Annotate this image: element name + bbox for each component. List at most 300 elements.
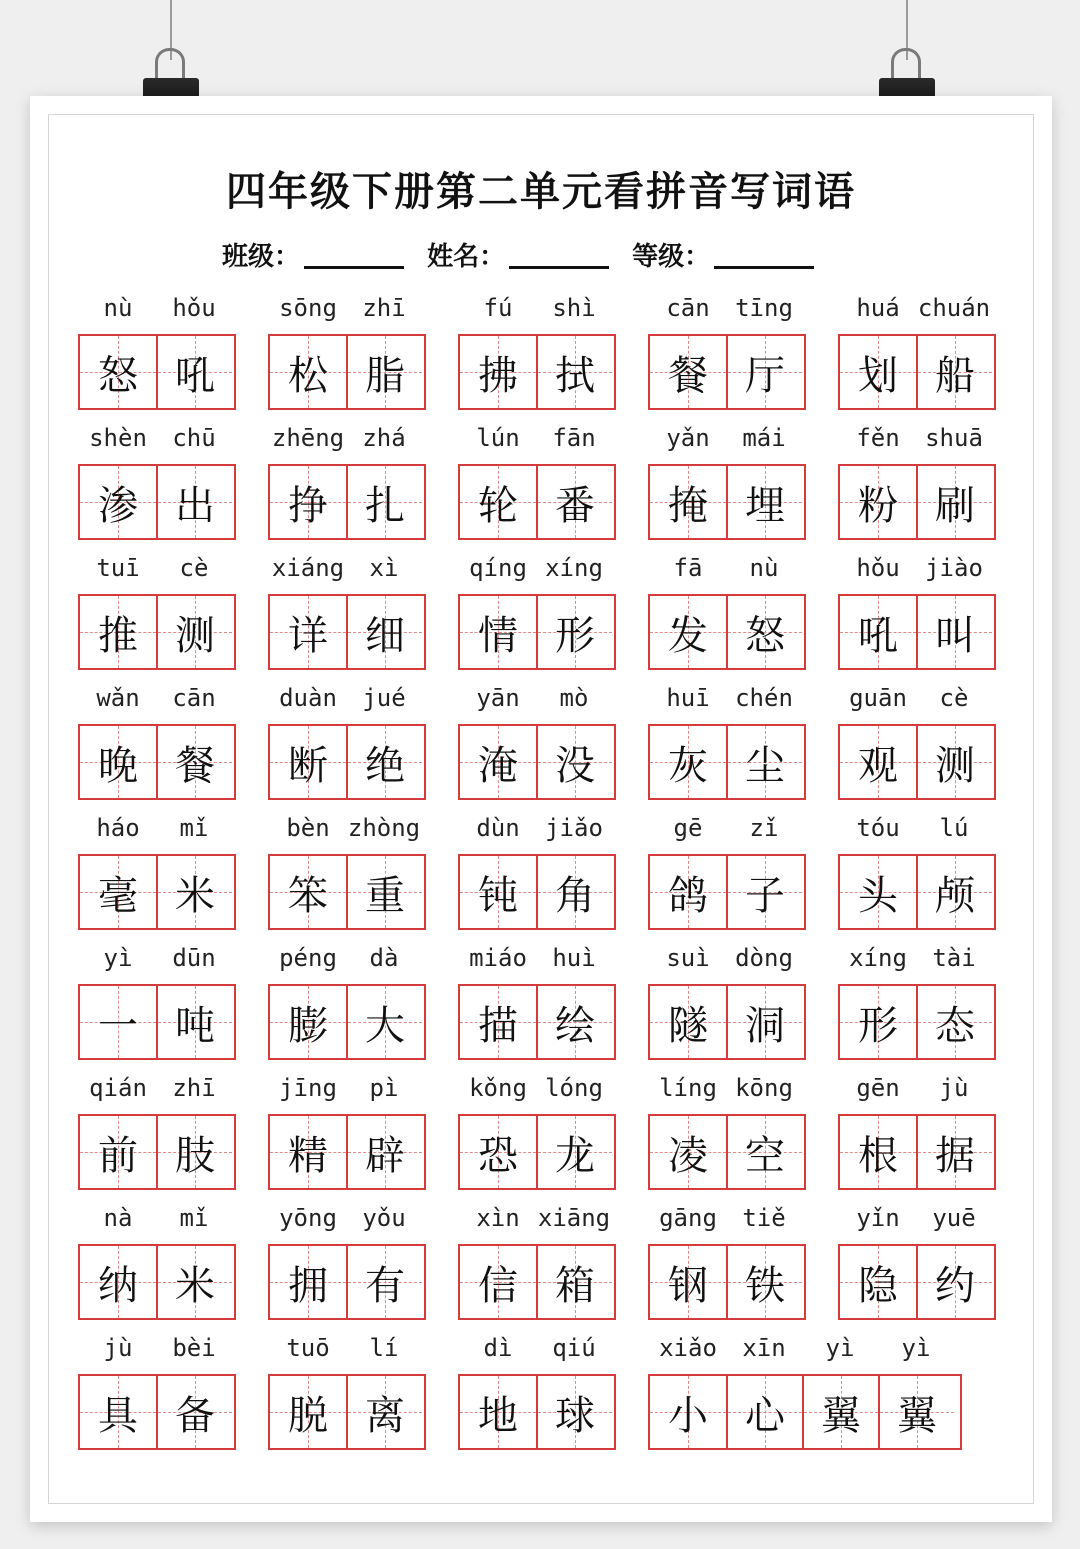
character-cell[interactable] <box>460 1376 536 1448</box>
pinyin-label <box>458 814 614 844</box>
pinyin-label <box>838 424 994 454</box>
hanzi-character: 龙 <box>555 1132 595 1179</box>
writing-box[interactable] <box>838 724 996 800</box>
hanzi-character: 据 <box>935 1132 975 1179</box>
character-cell[interactable] <box>726 596 802 668</box>
hanzi-character: 毫 <box>98 872 138 919</box>
writing-box[interactable] <box>78 854 236 930</box>
pinyin-label <box>268 684 424 714</box>
pinyin-label <box>838 684 994 714</box>
hanzi-character: 角 <box>555 872 595 919</box>
pinyin-syllable: tiě <box>742 1204 786 1232</box>
character-cell[interactable] <box>80 596 156 668</box>
writing-box[interactable] <box>648 984 806 1060</box>
pinyin-syllable: jiǎo <box>545 814 603 842</box>
character-cell[interactable] <box>346 596 422 668</box>
character-cell[interactable] <box>346 1246 422 1318</box>
character-cell[interactable] <box>460 986 536 1058</box>
pinyin-syllable: nù <box>103 294 133 322</box>
hanzi-character: 辟 <box>365 1132 405 1179</box>
character-cell[interactable] <box>460 726 536 798</box>
pinyin-syllable: huá <box>856 294 900 322</box>
hanzi-character: 前 <box>98 1132 138 1179</box>
character-cell[interactable] <box>270 1116 346 1188</box>
hanzi-character: 观 <box>858 742 898 789</box>
pinyin-syllable: xíng <box>849 944 907 972</box>
pinyin-label <box>458 684 614 714</box>
pinyin-syllable: kōng <box>735 1074 793 1102</box>
pinyin-syllable: cè <box>179 554 209 582</box>
pinyin-syllable: guān <box>849 684 907 712</box>
character-cell[interactable] <box>346 466 422 538</box>
pinyin-label <box>458 1074 614 1104</box>
pinyin-label <box>458 1334 614 1364</box>
hanzi-character: 细 <box>365 612 405 659</box>
hanzi-character: 恐 <box>478 1132 518 1179</box>
character-cell[interactable] <box>460 1246 536 1318</box>
character-cell[interactable] <box>156 596 232 668</box>
character-cell[interactable] <box>916 336 992 408</box>
character-cell[interactable] <box>536 466 612 538</box>
character-cell[interactable] <box>536 336 612 408</box>
character-cell[interactable] <box>840 1116 916 1188</box>
hanzi-character: 掩 <box>668 482 708 529</box>
pinyin-syllable: lóng <box>545 1074 603 1102</box>
writing-box[interactable] <box>268 854 426 930</box>
hanzi-character: 餐 <box>668 352 708 399</box>
character-cell[interactable] <box>536 1376 612 1448</box>
hanzi-character: 形 <box>858 1002 898 1049</box>
character-cell[interactable] <box>460 596 536 668</box>
pinyin-syllable: gē <box>673 814 703 842</box>
grade-blank[interactable] <box>714 242 814 269</box>
writing-box[interactable] <box>78 594 236 670</box>
hanzi-character: 小 <box>668 1392 708 1439</box>
hanzi-character: 灰 <box>668 742 708 789</box>
hanzi-character: 心 <box>745 1392 785 1439</box>
hanzi-character: 吨 <box>175 1002 215 1049</box>
writing-box[interactable] <box>458 1244 616 1320</box>
pinyin-label <box>268 294 424 324</box>
hanzi-character: 厅 <box>745 352 785 399</box>
writing-box[interactable] <box>78 984 236 1060</box>
pinyin-syllable: yǐn <box>856 1204 900 1232</box>
writing-box[interactable] <box>648 724 806 800</box>
character-cell[interactable] <box>80 1116 156 1188</box>
writing-box[interactable] <box>838 984 996 1060</box>
pinyin-syllable: miáo <box>469 944 527 972</box>
writing-box[interactable] <box>458 334 616 410</box>
character-cell[interactable] <box>346 726 422 798</box>
pinyin-syllable: mǐ <box>179 814 209 842</box>
pinyin-label <box>648 294 804 324</box>
character-cell[interactable] <box>840 466 916 538</box>
character-cell[interactable] <box>156 726 232 798</box>
pinyin-label <box>458 554 614 584</box>
hanzi-character: 翼 <box>821 1392 861 1439</box>
worksheet-title: 四年级下册第二单元看拼音写词语 <box>226 168 856 215</box>
pinyin-label <box>838 1204 994 1234</box>
character-cell[interactable] <box>156 336 232 408</box>
hanzi-character: 钝 <box>478 872 518 919</box>
character-cell[interactable] <box>726 856 802 928</box>
pinyin-syllable: tài <box>932 944 976 972</box>
writing-box[interactable] <box>78 1114 236 1190</box>
writing-box[interactable] <box>838 594 996 670</box>
pinyin-label <box>648 554 804 584</box>
pinyin-syllable: yǒu <box>362 1204 406 1232</box>
hanzi-character: 情 <box>478 612 518 659</box>
pinyin-syllable: sōng <box>279 294 337 322</box>
pinyin-syllable: zhī <box>172 1074 216 1102</box>
pinyin-syllable: chén <box>735 684 793 712</box>
pinyin-syllable: suì <box>666 944 710 972</box>
pinyin-syllable: tuō <box>286 1334 330 1362</box>
character-cell[interactable] <box>346 986 422 1058</box>
character-cell[interactable] <box>80 466 156 538</box>
hanzi-character: 详 <box>288 612 328 659</box>
pinyin-syllable: yì <box>103 944 133 972</box>
hanzi-character: 球 <box>555 1392 595 1439</box>
hanzi-character: 餐 <box>175 742 215 789</box>
pinyin-syllable: mǐ <box>179 1204 209 1232</box>
pinyin-syllable: gēn <box>856 1074 900 1102</box>
hanzi-character: 翼 <box>897 1392 937 1439</box>
writing-box[interactable] <box>458 724 616 800</box>
character-cell[interactable] <box>840 336 916 408</box>
writing-box[interactable] <box>78 464 236 540</box>
pinyin-label <box>458 1204 614 1234</box>
pinyin-syllable: xīn <box>742 1334 786 1362</box>
pinyin-label <box>78 1074 234 1104</box>
pinyin-syllable: xiǎo <box>659 1334 717 1362</box>
pinyin-syllable: shuā <box>925 424 983 452</box>
character-cell[interactable] <box>916 726 992 798</box>
character-cell[interactable] <box>460 856 536 928</box>
hanzi-character: 刷 <box>935 482 975 529</box>
character-cell[interactable] <box>650 986 726 1058</box>
hanzi-character: 测 <box>935 742 975 789</box>
pinyin-syllable: yuē <box>932 1204 976 1232</box>
hanzi-character: 推 <box>98 612 138 659</box>
pinyin-label <box>648 1204 804 1234</box>
writing-box[interactable] <box>78 1374 236 1450</box>
pinyin-syllable: fān <box>552 424 596 452</box>
pinyin-syllable: jiào <box>925 554 983 582</box>
writing-box[interactable] <box>268 1244 426 1320</box>
hanzi-character: 具 <box>98 1392 138 1439</box>
pinyin-syllable: kǒng <box>469 1074 527 1102</box>
pinyin-label <box>78 1204 234 1234</box>
pinyin-syllable: nà <box>103 1204 133 1232</box>
pinyin-syllable: yōng <box>279 1204 337 1232</box>
writing-box[interactable] <box>268 1114 426 1190</box>
pinyin-label <box>78 944 234 974</box>
pinyin-syllable: zhòng <box>347 814 421 842</box>
hanzi-character: 拂 <box>478 352 518 399</box>
hanzi-character: 脱 <box>288 1392 328 1439</box>
hanzi-character: 没 <box>555 742 595 789</box>
character-cell[interactable] <box>650 336 726 408</box>
character-cell[interactable] <box>270 1376 346 1448</box>
pinyin-syllable: yān <box>476 684 520 712</box>
pinyin-syllable: qíng <box>469 554 527 582</box>
name-blank[interactable] <box>509 242 609 269</box>
character-cell[interactable] <box>80 856 156 928</box>
pinyin-syllable: xíng <box>545 554 603 582</box>
character-cell[interactable] <box>536 1116 612 1188</box>
pinyin-syllable: cè <box>939 684 969 712</box>
pinyin-syllable: zhá <box>362 424 406 452</box>
character-cell[interactable] <box>346 1116 422 1188</box>
hanzi-character: 吼 <box>858 612 898 659</box>
pinyin-syllable: duàn <box>279 684 337 712</box>
hanzi-character: 膨 <box>288 1002 328 1049</box>
student-info-line <box>222 236 828 276</box>
pinyin-syllable: bèi <box>172 1334 216 1362</box>
character-cell[interactable] <box>650 1376 726 1448</box>
character-cell[interactable] <box>726 986 802 1058</box>
character-cell[interactable] <box>156 986 232 1058</box>
writing-box[interactable] <box>268 334 426 410</box>
hanzi-character: 纳 <box>98 1262 138 1309</box>
pinyin-syllable: tuī <box>96 554 140 582</box>
hanzi-character: 松 <box>288 352 328 399</box>
hanzi-character: 头 <box>858 872 898 919</box>
pinyin-syllable: jù <box>939 1074 969 1102</box>
hanzi-character: 备 <box>175 1392 215 1439</box>
writing-box[interactable] <box>458 1374 616 1450</box>
pinyin-label <box>78 424 234 454</box>
writing-box[interactable] <box>838 464 996 540</box>
pinyin-label <box>78 814 234 844</box>
hanzi-character: 形 <box>555 612 595 659</box>
writing-box[interactable] <box>268 594 426 670</box>
pinyin-label <box>648 1074 804 1104</box>
character-cell[interactable] <box>156 466 232 538</box>
character-cell[interactable] <box>270 336 346 408</box>
writing-box[interactable] <box>838 1244 996 1320</box>
character-cell[interactable] <box>650 466 726 538</box>
character-cell[interactable] <box>916 1116 992 1188</box>
pinyin-label <box>648 684 804 714</box>
pinyin-syllable: qián <box>89 1074 147 1102</box>
character-cell[interactable] <box>726 726 802 798</box>
hanzi-character: 测 <box>175 612 215 659</box>
character-cell[interactable] <box>878 1376 954 1448</box>
character-cell[interactable] <box>346 1376 422 1448</box>
hanzi-character: 发 <box>668 612 708 659</box>
hanzi-character: 绘 <box>555 1002 595 1049</box>
hanzi-character: 态 <box>935 1002 975 1049</box>
hanzi-character: 离 <box>365 1392 405 1439</box>
character-cell[interactable] <box>80 1246 156 1318</box>
pinyin-label <box>648 814 804 844</box>
pinyin-syllable: jù <box>103 1334 133 1362</box>
hanzi-character: 钢 <box>668 1262 708 1309</box>
pinyin-syllable: xiáng <box>271 554 345 582</box>
character-cell[interactable] <box>536 856 612 928</box>
character-cell[interactable] <box>346 856 422 928</box>
character-cell[interactable] <box>270 726 346 798</box>
character-cell[interactable] <box>270 596 346 668</box>
character-cell[interactable] <box>726 336 802 408</box>
character-cell[interactable] <box>650 596 726 668</box>
hanzi-character: 约 <box>935 1262 975 1309</box>
hanzi-character: 怒 <box>98 352 138 399</box>
character-cell[interactable] <box>802 1376 878 1448</box>
hanzi-character: 拥 <box>288 1262 328 1309</box>
pinyin-syllable: yì <box>825 1334 855 1362</box>
hanzi-character: 地 <box>478 1392 518 1439</box>
character-cell[interactable] <box>346 336 422 408</box>
character-cell[interactable] <box>650 856 726 928</box>
character-cell[interactable] <box>80 1376 156 1448</box>
character-cell[interactable] <box>460 336 536 408</box>
writing-box[interactable] <box>838 334 996 410</box>
pinyin-label <box>458 424 614 454</box>
class-blank[interactable] <box>304 242 404 269</box>
character-cell[interactable] <box>156 1116 232 1188</box>
writing-box[interactable] <box>78 724 236 800</box>
character-cell[interactable] <box>650 1246 726 1318</box>
writing-box[interactable] <box>268 1374 426 1450</box>
hanzi-character: 米 <box>175 1262 215 1309</box>
hanzi-character: 空 <box>745 1132 785 1179</box>
pinyin-syllable: tóu <box>856 814 900 842</box>
hanzi-character: 晚 <box>98 742 138 789</box>
pinyin-syllable: dūn <box>172 944 216 972</box>
character-cell[interactable] <box>536 1246 612 1318</box>
pinyin-label <box>78 684 234 714</box>
character-cell[interactable] <box>650 1116 726 1188</box>
pinyin-syllable: dì <box>483 1334 513 1362</box>
hanzi-character: 番 <box>555 482 595 529</box>
character-cell[interactable] <box>270 1246 346 1318</box>
character-cell[interactable] <box>916 986 992 1058</box>
character-cell[interactable] <box>916 856 992 928</box>
pinyin-label <box>838 554 994 584</box>
pinyin-syllable: cān <box>666 294 710 322</box>
character-cell[interactable] <box>726 1246 802 1318</box>
pinyin-syllable: chuán <box>917 294 991 322</box>
writing-box[interactable] <box>648 1114 806 1190</box>
character-cell[interactable] <box>460 466 536 538</box>
pinyin-syllable: tīng <box>735 294 793 322</box>
hanzi-character: 大 <box>365 1002 405 1049</box>
character-cell[interactable] <box>536 986 612 1058</box>
writing-box[interactable] <box>458 464 616 540</box>
character-cell[interactable] <box>156 1376 232 1448</box>
pinyin-syllable: jué <box>362 684 406 712</box>
hanzi-character: 隐 <box>858 1262 898 1309</box>
hanzi-character: 精 <box>288 1132 328 1179</box>
character-cell[interactable] <box>840 986 916 1058</box>
pinyin-syllable: péng <box>279 944 337 972</box>
pinyin-label <box>268 1204 424 1234</box>
writing-box[interactable] <box>648 1374 962 1450</box>
character-cell[interactable] <box>270 986 346 1058</box>
pinyin-label <box>838 944 994 974</box>
pinyin-syllable: lú <box>939 814 969 842</box>
pinyin-label <box>78 554 234 584</box>
character-cell[interactable] <box>916 1246 992 1318</box>
pinyin-syllable: chū <box>172 424 216 452</box>
pinyin-syllable: fú <box>483 294 513 322</box>
character-cell[interactable] <box>80 336 156 408</box>
writing-box[interactable] <box>458 1114 616 1190</box>
writing-box[interactable] <box>648 464 806 540</box>
pinyin-label <box>838 1074 994 1104</box>
writing-box[interactable] <box>838 854 996 930</box>
character-cell[interactable] <box>840 726 916 798</box>
pinyin-syllable: fěn <box>856 424 900 452</box>
writing-box[interactable] <box>648 854 806 930</box>
character-cell[interactable] <box>536 596 612 668</box>
character-cell[interactable] <box>80 986 156 1058</box>
pinyin-label <box>648 1334 956 1364</box>
pinyin-syllable: lí <box>369 1334 399 1362</box>
pinyin-label <box>268 1334 424 1364</box>
character-cell[interactable] <box>650 726 726 798</box>
hanzi-character: 一 <box>98 1002 138 1049</box>
hanzi-character: 铁 <box>745 1262 785 1309</box>
pinyin-syllable: shèn <box>89 424 147 452</box>
character-cell[interactable] <box>536 726 612 798</box>
character-cell[interactable] <box>80 726 156 798</box>
writing-box[interactable] <box>78 1244 236 1320</box>
writing-box[interactable] <box>268 984 426 1060</box>
character-cell[interactable] <box>726 466 802 538</box>
pinyin-label <box>78 294 234 324</box>
writing-box[interactable] <box>458 854 616 930</box>
character-cell[interactable] <box>916 466 992 538</box>
writing-box[interactable] <box>838 1114 996 1190</box>
writing-box[interactable] <box>648 594 806 670</box>
writing-box[interactable] <box>268 464 426 540</box>
character-cell[interactable] <box>270 856 346 928</box>
writing-box[interactable] <box>78 334 236 410</box>
pinyin-syllable: lún <box>476 424 520 452</box>
character-cell[interactable] <box>726 1376 802 1448</box>
character-cell[interactable] <box>840 596 916 668</box>
pinyin-label <box>838 294 994 324</box>
hanzi-character: 出 <box>175 482 215 529</box>
name-label: 姓名： <box>427 242 506 272</box>
character-cell[interactable] <box>840 1246 916 1318</box>
pinyin-label <box>268 944 424 974</box>
writing-box[interactable] <box>458 594 616 670</box>
character-cell[interactable] <box>840 856 916 928</box>
writing-box[interactable] <box>648 1244 806 1320</box>
hanzi-character: 吼 <box>175 352 215 399</box>
hanzi-character: 颅 <box>935 872 975 919</box>
hanzi-character: 笨 <box>288 872 328 919</box>
pinyin-syllable: líng <box>659 1074 717 1102</box>
pinyin-label <box>268 1074 424 1104</box>
character-cell[interactable] <box>916 596 992 668</box>
character-cell[interactable] <box>726 1116 802 1188</box>
hanzi-character: 粉 <box>858 482 898 529</box>
writing-box[interactable] <box>268 724 426 800</box>
character-cell[interactable] <box>270 466 346 538</box>
character-cell[interactable] <box>156 1246 232 1318</box>
character-cell[interactable] <box>156 856 232 928</box>
writing-box[interactable] <box>648 334 806 410</box>
pinyin-syllable: cān <box>172 684 216 712</box>
writing-box[interactable] <box>458 984 616 1060</box>
character-cell[interactable] <box>460 1116 536 1188</box>
